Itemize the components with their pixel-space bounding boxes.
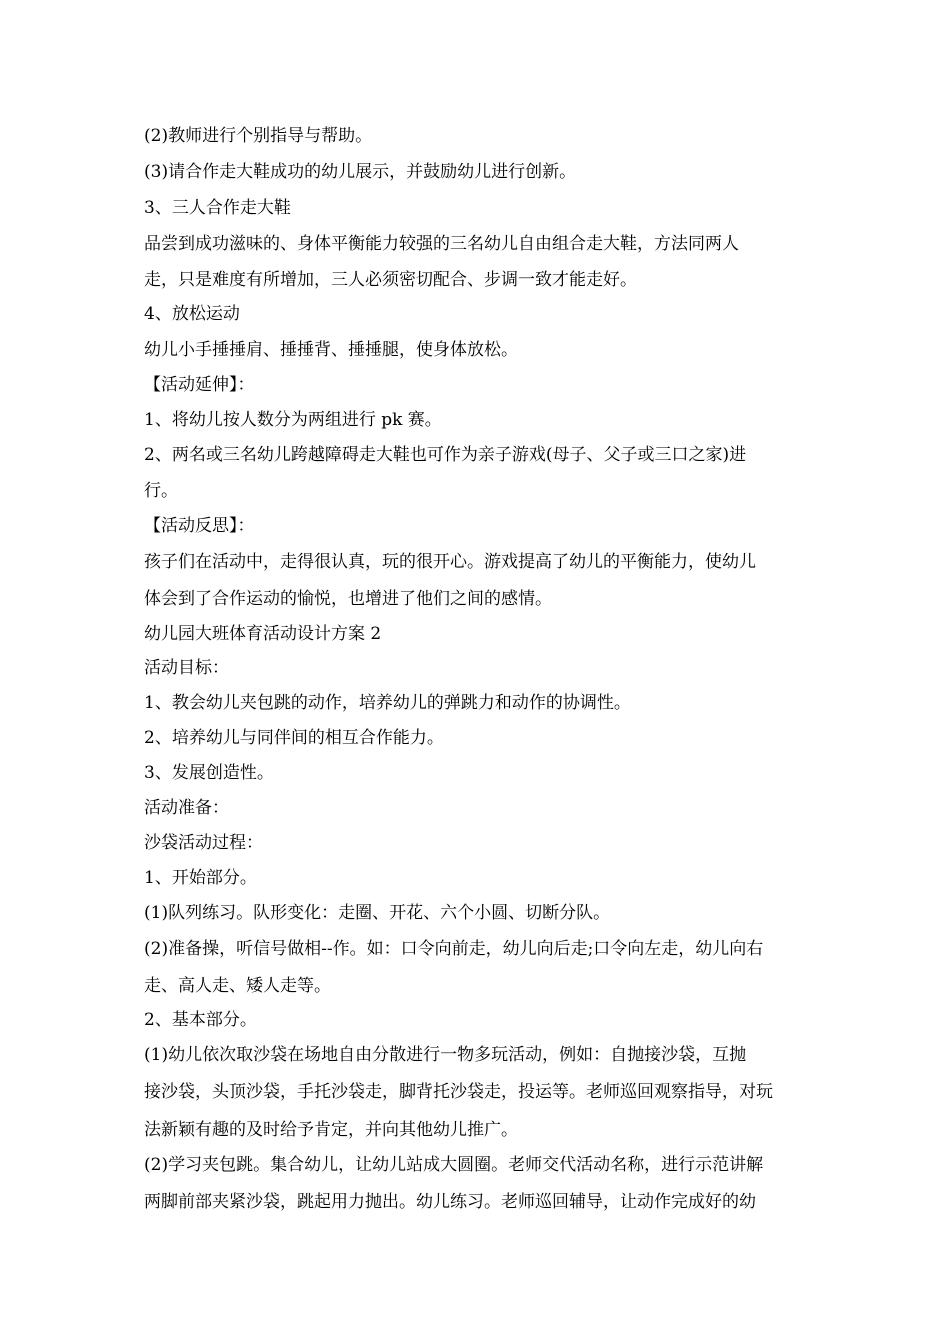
text-line: (1)队列练习。队形变化：走圈、开花、六个小圆、切断分队。 <box>144 903 611 923</box>
text-line: 法新颖有趣的及时给予肯定，并向其他幼儿推广。 <box>144 1120 518 1140</box>
text-line: 行。 <box>144 481 178 501</box>
text-line: 接沙袋，头顶沙袋，手托沙袋走，脚背托沙袋走，投运等。老师巡回观察指导，对玩 <box>144 1082 773 1102</box>
text-line: 孩子们在活动中，走得很认真，玩的很开心。游戏提高了幼儿的平衡能力，使幼儿 <box>144 552 756 572</box>
text-line: 幼儿小手捶捶肩、捶捶背、捶捶腿，使身体放松。 <box>144 340 518 360</box>
section-heading: 活动目标： <box>144 658 229 678</box>
text-line: 品尝到成功滋味的、身体平衡能力较强的三名幼儿自由组合走大鞋，方法同两人 <box>144 234 739 254</box>
section-heading: 活动准备： <box>144 798 229 818</box>
text-line: (2)教师进行个别指导与帮助。 <box>144 126 373 146</box>
text-line: 1、将幼儿按人数分为两组进行 pk 赛。 <box>144 410 442 430</box>
text-line: (1)幼儿依次取沙袋在场地自由分散进行一物多玩活动，例如：自抛接沙袋，互抛 <box>144 1045 747 1065</box>
text-line: (2)学习夹包跳。集合幼儿，让幼儿站成大圆圈。老师交代活动名称，进行示范讲解 <box>144 1155 764 1175</box>
text-line: 2、两名或三名幼儿跨越障碍走大鞋也可作为亲子游戏(母子、父子或三口之家)进 <box>144 445 747 465</box>
section-heading: 【活动反思】： <box>144 516 255 536</box>
document-title: 幼儿园大班体育活动设计方案 2 <box>144 624 382 644</box>
text-line: 1、开始部分。 <box>144 868 257 888</box>
text-line: 1、教会幼儿夹包跳的动作，培养幼儿的弹跳力和动作的协调性。 <box>144 693 631 713</box>
text-line: 2、基本部分。 <box>144 1010 257 1030</box>
text-line: (2)准备操，听信号做相--作。如：口令向前走，幼儿向后走;口令向左走，幼儿向右 <box>144 939 764 959</box>
section-heading: 4、放松运动 <box>144 304 240 324</box>
section-heading: 沙袋活动过程： <box>144 833 263 853</box>
text-line: 走、高人走、矮人走等。 <box>144 976 331 996</box>
text-line: 体会到了合作运动的愉悦，也增进了他们之间的感情。 <box>144 589 552 609</box>
text-line: (3)请合作走大鞋成功的幼儿展示，并鼓励幼儿进行创新。 <box>144 162 577 182</box>
text-line: 3、发展创造性。 <box>144 763 274 783</box>
text-line: 两脚前部夹紧沙袋，跳起用力抛出。幼儿练习。老师巡回辅导，让动作完成好的幼 <box>144 1192 756 1212</box>
section-heading: 3、三人合作走大鞋 <box>144 198 291 218</box>
text-line: 走，只是难度有所增加，三人必须密切配合、步调一致才能走好。 <box>144 270 637 290</box>
section-heading: 【活动延伸】： <box>144 375 255 395</box>
text-line: 2、培养幼儿与同伴间的相互合作能力。 <box>144 728 444 748</box>
